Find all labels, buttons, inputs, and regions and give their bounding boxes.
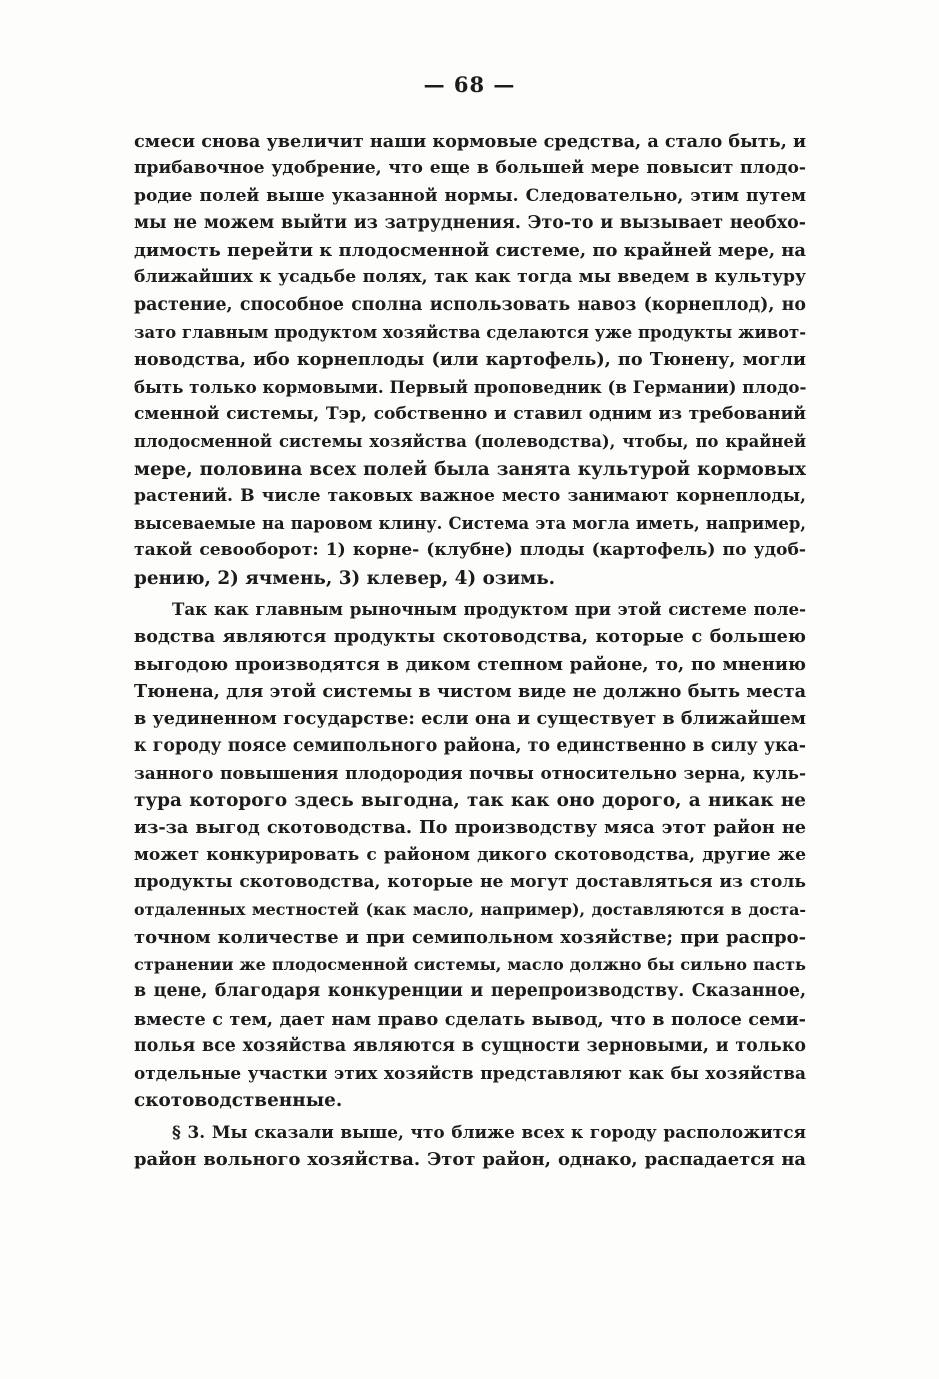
text-line: смеси снова увеличит наши кормовые средства, а стало быть, и (134, 131, 806, 152)
text-line: из-за выгод скотоводства. По производству мяса этот район не (134, 817, 806, 839)
text-line: растение, способное сполна использовать навоз (корнеплод), но (134, 294, 806, 315)
text-line: растений. В числе таковых важное место занимают корнеплоды, (134, 485, 806, 506)
text-line: прибавочное удобрение, что еще в большей мере повысит плодо- (134, 158, 806, 179)
text-line: ближайших к усадьбе полях, так как тогда мы введем в культуру (134, 267, 806, 288)
body-text (134, 128, 806, 1173)
page-number: — 68 — (423, 72, 516, 97)
text-line: продукты скотоводства, которые не могут доставляться из столь (134, 872, 806, 893)
text-line: мере, половина всех полей была занята культурой кормовых (134, 458, 806, 480)
text-line: сменной системы, Тэр, собственно и ставил одним из требований (134, 403, 806, 424)
paragraph-1 (134, 128, 806, 592)
text-line: Так как главным рыночным продуктом при этой системе поле- (172, 599, 806, 620)
text-line: мы не можем выйти из затруднения. Это-то и вызывает необхо- (134, 212, 806, 233)
text-line: полья все хозяйства являются в сущности зерновыми, и только (134, 1035, 806, 1056)
text-line: тура которого здесь выгодна, так как оно дорого, а никак не (134, 790, 806, 812)
text-line: водства являются продукты скотоводства, которые с большею (134, 626, 806, 648)
paragraph-3 (134, 1119, 806, 1174)
text-line: район вольного хозяйства. Этот район, однако, распадается на (134, 1148, 806, 1170)
text-line: может конкурировать с районом дикого скотоводства, другие же (134, 844, 806, 865)
text-line: новодства, ибо корнеплоды (или картофель), по Тюнену, могли (134, 349, 806, 371)
text-line: вместе с тем, дает нам право сделать вывод, что в полосе семи- (134, 1008, 806, 1030)
text-line: зато главным продуктом хозяйства сделаются уже продукты живот- (134, 323, 806, 343)
text-line: рению, 2) ячмень, 3) клевер, 4) озимь. (134, 567, 556, 589)
text-line: скотоводственные. (134, 1090, 343, 1112)
text-line: к городу поясе семипольного района, то единственно в силу ука- (134, 735, 806, 756)
text-line: плодосменной системы хозяйства (полеводства), чтобы, по крайней (134, 432, 806, 452)
paragraph-2 (134, 596, 806, 1115)
text-line: точном количестве и при семипольном хозяйстве; при распро- (134, 926, 806, 948)
text-line: выгодою производятся в диком степном районе, то, по мнению (134, 653, 806, 675)
text-line: в цене, благодаря конкуренции и перепроизводству. Сказанное, (134, 981, 806, 1002)
text-line: родие полей выше указанной нормы. Следовательно, этим путем (134, 185, 806, 206)
text-line: странении же плодосменной системы, масло должно бы сильно пасть (134, 954, 806, 974)
text-line: высеваемые на паровом клину. Система эта могла иметь, например, (134, 514, 806, 534)
text-line: такой севооборот: 1) корне- (клубне) плоды (картофель) по удоб- (134, 540, 806, 561)
text-line: отдельные участки этих хозяйств представляют как бы хозяйства (134, 1063, 806, 1084)
text-line: Тюнена, для этой системы в чистом виде не должно быть места (134, 680, 806, 702)
text-line: § 3. Мы сказали выше, что ближе всех к городу расположится (172, 1121, 806, 1142)
text-line: отдаленных местностей (как масло, например), доставляются в доста- (134, 900, 806, 920)
text-line: быть только кормовыми. Первый проповедник (в Германии) плодо- (134, 376, 806, 397)
text-line: занного повышения плодородия почвы относительно зерна, куль- (134, 762, 806, 783)
text-line: в уединенном государстве: если она и существует в ближайшем (134, 708, 806, 730)
text-line: димость перейти к плодосменной системе, по крайней мере, на (134, 240, 806, 262)
